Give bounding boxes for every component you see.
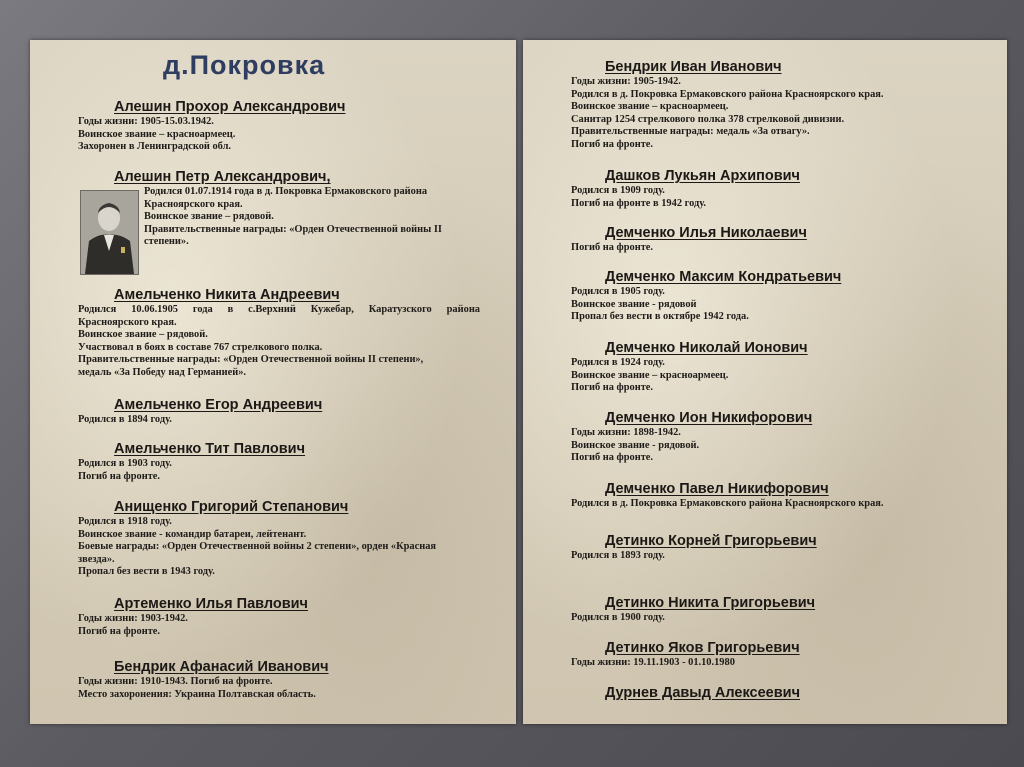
entry-line: Правительственные награды: «Орден Отечественной войны II степени», bbox=[78, 354, 424, 366]
entry-line: Красноярского края. bbox=[144, 198, 243, 210]
person-name: Демченко Николай Ионович bbox=[605, 340, 808, 356]
entry-line: Погиб на фронте. bbox=[571, 382, 654, 394]
person-name: Алешин Петр Александрович, bbox=[114, 169, 331, 185]
entry-line: Воинское звание – красноармеец. bbox=[571, 101, 729, 113]
person-entry bbox=[78, 498, 480, 579]
page-title: д.Покровка bbox=[163, 50, 326, 80]
person-name: Детинко Яков Григорьевич bbox=[605, 640, 800, 656]
person-entry bbox=[571, 339, 981, 395]
entry-line: Годы жизни: 1910-1943. Погиб на фронте. bbox=[78, 676, 273, 687]
person-name: Демченко Павел Никифорович bbox=[605, 481, 829, 497]
person-name: Алешин Прохор Александрович bbox=[114, 99, 346, 115]
entry-line: Погиб на фронте в 1942 году. bbox=[571, 197, 706, 209]
person-name: Амельченко Тит Павлович bbox=[114, 441, 305, 457]
entry-line: Погиб на фронте. bbox=[78, 470, 161, 482]
person-name: Артеменко Илья Павлович bbox=[114, 596, 308, 612]
entry-line: Захоронен в Ленинградской обл. bbox=[78, 141, 232, 153]
entry-line: Правительственные награды: медаль «За отвагу». bbox=[571, 126, 810, 138]
person-name: Бендрик Иван Иванович bbox=[605, 59, 782, 75]
entry-line: Родился 01.07.1914 года в д. Покровка Ермаковского района bbox=[144, 186, 428, 197]
entry-line: Воинское звание – красноармеец. bbox=[571, 369, 729, 381]
entry-line: Годы жизни: 1905-1942. bbox=[571, 76, 681, 87]
person-entry bbox=[78, 440, 480, 483]
person-name: Анищенко Григорий Степанович bbox=[114, 499, 349, 515]
person-entry bbox=[571, 268, 981, 324]
person-name: Детинко Никита Григорьевич bbox=[605, 595, 816, 611]
person-name: Демченко Максим Кондратьевич bbox=[605, 269, 842, 285]
entry-details bbox=[144, 186, 480, 249]
entry-line: степени». bbox=[144, 236, 189, 248]
entry-line: Воинское звание - рядовой bbox=[571, 298, 697, 310]
entry-line: Участвовал в боях в составе 767 стрелкового полка. bbox=[78, 341, 323, 353]
person-entry bbox=[571, 224, 981, 255]
entry-line: медаль «За Победу над Германией». bbox=[78, 366, 247, 378]
person-name: Амельченко Никита Андреевич bbox=[114, 287, 340, 303]
entry-line: Родился в 1894 году. bbox=[78, 414, 172, 425]
entry-line: Погиб на фронте. bbox=[571, 242, 654, 253]
entry-line: Годы жизни: 1903-1942. bbox=[78, 613, 188, 624]
entry-line: Воинское звание - рядовой. bbox=[571, 439, 700, 451]
entry-line: Годы жизни: 19.11.1903 - 01.10.1980 bbox=[571, 657, 735, 668]
person-entry bbox=[78, 595, 480, 638]
entry-line: Годы жизни: 1905-15.03.1942. bbox=[78, 116, 214, 127]
left-page bbox=[30, 40, 516, 724]
person-name: Демченко Илья Николаевич bbox=[605, 225, 807, 241]
entry-line: Воинское звание – красноармеец. bbox=[78, 128, 236, 140]
entry-line: Пропал без вести в 1943 году. bbox=[78, 566, 215, 578]
entry-line: Родился в 1900 году. bbox=[571, 612, 665, 623]
entry-line: Родился 10.06.1905 года в с.Верхний Кужебар, Каратузского района bbox=[78, 304, 480, 315]
entry-line: Воинское звание - командир батареи, лейтенант. bbox=[78, 528, 307, 540]
entry-line: Родился в 1905 году. bbox=[571, 286, 665, 297]
entry-line: Место захоронения: Украина Полтавская область. bbox=[78, 688, 316, 700]
person-entry bbox=[571, 409, 981, 465]
person-entry bbox=[78, 396, 480, 427]
person-entry bbox=[571, 167, 981, 210]
entry-line: Погиб на фронте. bbox=[571, 138, 654, 150]
entry-line: Родился в д. Покровка Ермаковского района Красноярского края. bbox=[571, 498, 884, 509]
person-name: Дашков Лукьян Архипович bbox=[605, 168, 800, 184]
person-name: Демченко Ион Никифорович bbox=[605, 410, 813, 426]
person-name: Амельченко Егор Андреевич bbox=[114, 397, 323, 413]
person-name: Дурнев Давыд Алексеевич bbox=[605, 685, 800, 701]
person-entry bbox=[571, 594, 981, 625]
portrait-image bbox=[81, 191, 138, 274]
entry-line: Погиб на фронте. bbox=[571, 452, 654, 464]
entry-line: Санитар 1254 стрелкового полка 378 стрелковой дивизии. bbox=[571, 113, 845, 125]
person-entry bbox=[78, 658, 480, 701]
person-entry bbox=[571, 639, 981, 670]
person-entry bbox=[78, 168, 480, 186]
entry-line: Правительственные награды: «Орден Отечественной войны II bbox=[144, 223, 442, 235]
entry-line: звезда». bbox=[78, 553, 115, 565]
entry-line: Годы жизни: 1898-1942. bbox=[571, 427, 681, 438]
entry-line: Красноярского края. bbox=[78, 316, 177, 328]
person-name: Детинко Корней Григорьевич bbox=[605, 533, 817, 549]
right-page bbox=[523, 40, 1007, 724]
person-entry bbox=[78, 286, 480, 380]
soldier-portrait-photo bbox=[80, 190, 139, 275]
entry-line: Боевые награды: «Орден Отечественной войны 2 степени», орден «Красная bbox=[78, 541, 437, 553]
person-entry bbox=[78, 98, 480, 154]
entry-line: Пропал без вести в октябре 1942 года. bbox=[571, 311, 749, 323]
entry-line: Родился в 1909 году. bbox=[571, 185, 665, 196]
entry-line: Родился в 1893 году. bbox=[571, 550, 665, 561]
person-entry bbox=[571, 684, 981, 702]
person-entry bbox=[571, 532, 981, 563]
entry-line: Родился в 1903 году. bbox=[78, 458, 172, 469]
entry-line: Родился в 1918 году. bbox=[78, 516, 172, 527]
entry-line: Воинское звание – рядовой. bbox=[144, 211, 274, 223]
person-name: Бендрик Афанасий Иванович bbox=[114, 659, 329, 675]
person-entry bbox=[571, 480, 981, 511]
entry-line: Родился в 1924 году. bbox=[571, 357, 665, 368]
entry-line: Родился в д. Покровка Ермаковского района Красноярского края. bbox=[571, 88, 884, 100]
person-entry bbox=[571, 58, 981, 152]
entry-line: Погиб на фронте. bbox=[78, 625, 161, 637]
entry-line: Воинское звание – рядовой. bbox=[78, 329, 208, 341]
